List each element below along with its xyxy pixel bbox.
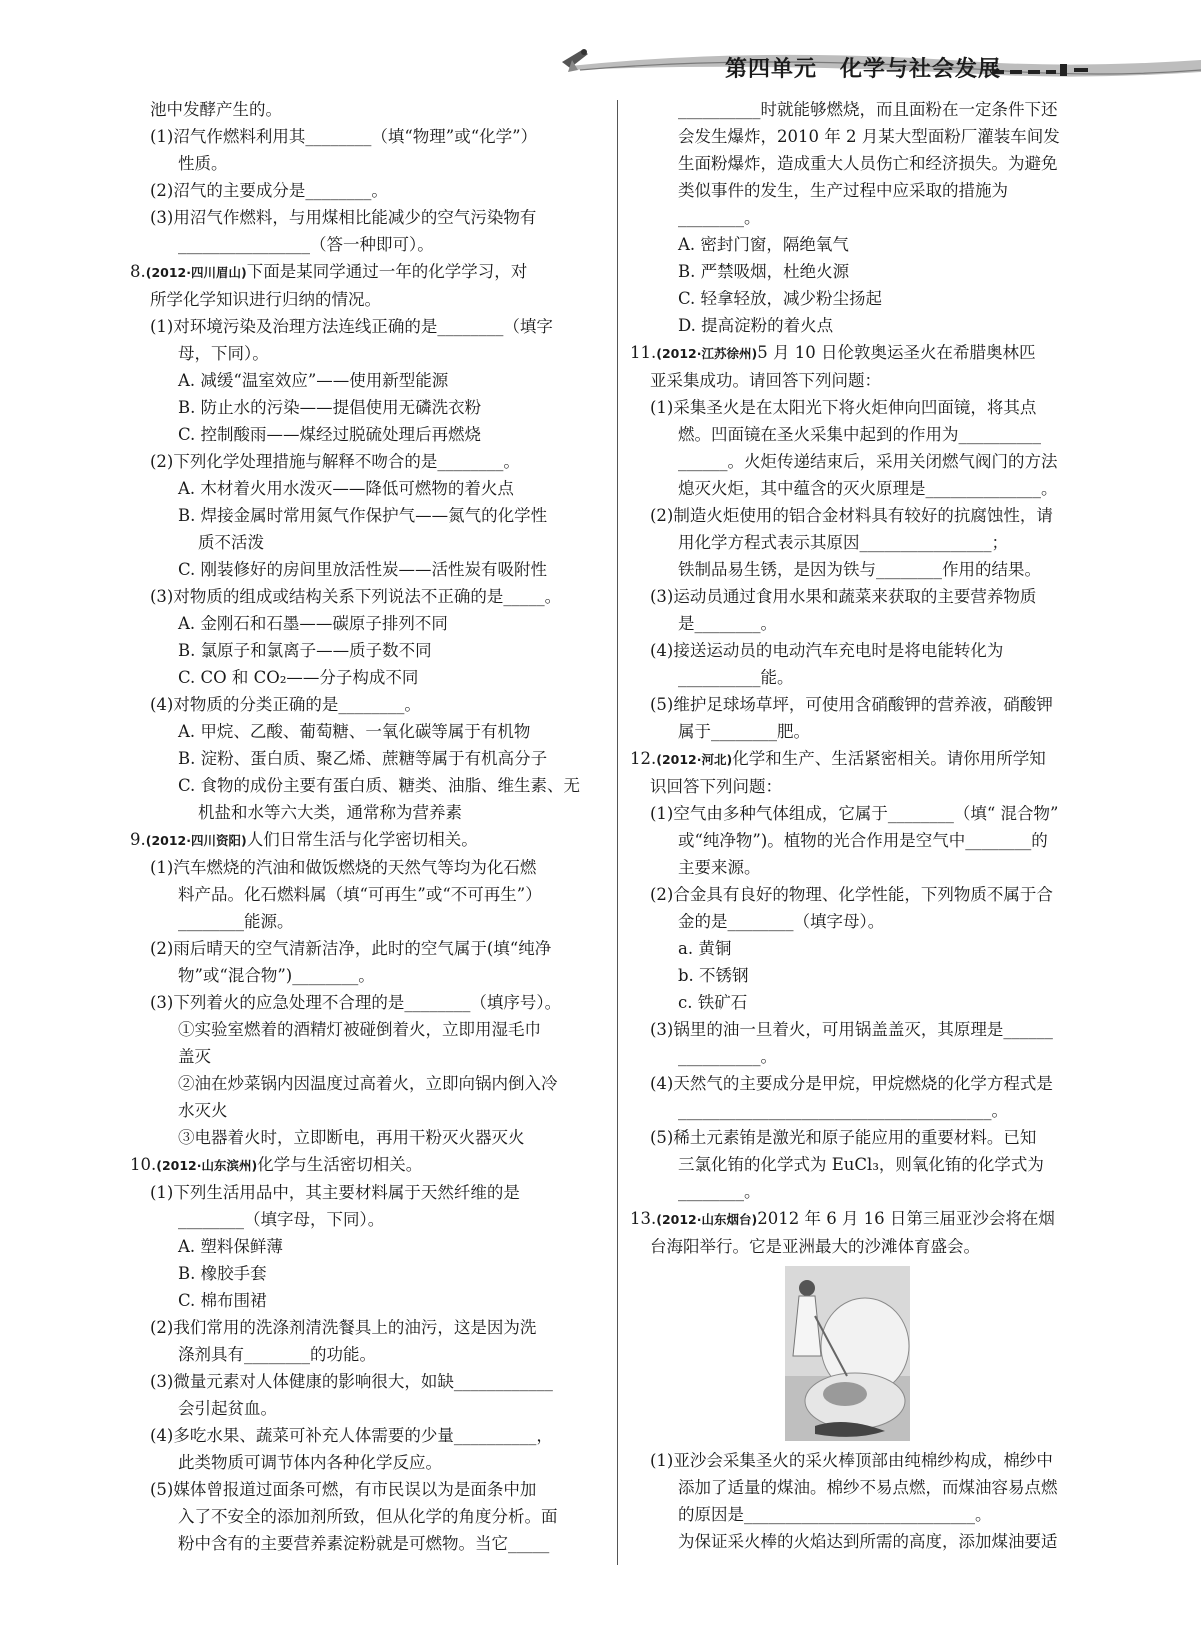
text-line [130, 745, 605, 772]
text-line [130, 529, 605, 556]
line-text: 是________。 [678, 614, 777, 633]
question-source: (2012·河北) [656, 752, 733, 767]
line-text: 5 月 10 日伦敦奥运圣火在希腊奥林匹 [757, 343, 1036, 362]
text-line [630, 1016, 1095, 1043]
column-divider [617, 100, 618, 1565]
line-text: ________（填字母，下同）。 [178, 1210, 385, 1229]
question-line [130, 258, 605, 286]
line-text: A. 塑料保鲜薄 [178, 1237, 283, 1256]
text-line [630, 1474, 1095, 1501]
line-text: 铁制品易生锈，是因为铁与________作用的结果。 [678, 560, 1041, 579]
text-line [130, 1070, 605, 1097]
line-text: (3)对物质的组成或结构关系下列说法不正确的是_____。 [150, 587, 562, 606]
line-text: 亚采集成功。请回答下列问题： [650, 371, 881, 390]
text-line [130, 1124, 605, 1151]
line-text: (4)多吃水果、蔬菜可补充人体需要的少量__________， [150, 1426, 553, 1445]
question-line [630, 1205, 1095, 1233]
text-line [130, 475, 605, 502]
right-column-top [630, 96, 1095, 1260]
text-line [130, 637, 605, 664]
line-text: C. CO 和 CO₂——分子构成不同 [178, 668, 419, 687]
text-line [130, 313, 605, 340]
text-line [630, 1447, 1095, 1474]
line-text: A. 减缓“温室效应”——使用新型能源 [178, 371, 449, 390]
right-column-bottom [630, 1447, 1095, 1555]
text-line [630, 583, 1095, 610]
question-number: 10. [130, 1155, 157, 1174]
text-line [130, 935, 605, 962]
line-text: (2)我们常用的洗涤剂清洗餐具上的油污，这是因为洗 [150, 1318, 537, 1337]
line-text: B. 焊接金属时常用氮气作保护气——氮气的化学性 [178, 506, 548, 525]
line-text: 质不活泼 [198, 533, 264, 552]
text-line [130, 367, 605, 394]
line-text: 下面是某同学通过一年的化学学习，对 [246, 262, 528, 281]
text-line [130, 1206, 605, 1233]
text-line [630, 231, 1095, 258]
right-column [630, 96, 1095, 1555]
text-line [630, 691, 1095, 718]
question-source: (2012·四川资阳) [145, 833, 247, 848]
question-line [630, 339, 1095, 367]
line-text: (5)媒体曾报道过面条可燃，有市民误以为是面条中加 [150, 1480, 537, 1499]
line-text: 识回答下列问题： [650, 777, 782, 796]
line-text: (1)对环境污染及治理方法连线正确的是________（填字 [150, 317, 553, 336]
question-line [130, 1151, 605, 1179]
line-text: ③电器着火时，立即断电，再用干粉灭火器灭火 [178, 1128, 525, 1147]
line-text: B. 防止水的污染——提倡使用无磷洗衣粉 [178, 398, 482, 417]
text-line [130, 1043, 605, 1070]
question-number: 8. [130, 262, 146, 281]
text-line [130, 123, 605, 150]
question-source: (2012·山东烟台) [656, 1212, 758, 1227]
text-line [130, 1016, 605, 1043]
text-line [630, 1097, 1095, 1124]
unit-title: 第四单元 化学与社会发展 [725, 57, 1002, 82]
text-line [630, 150, 1095, 177]
text-line [130, 854, 605, 881]
text-line [630, 827, 1095, 854]
line-text: B. 淀粉、蛋白质、聚乙烯、蔗糖等属于有机高分子 [178, 749, 548, 768]
line-text: (1)下列生活用品中，其主要材料属于天然纤维的是 [150, 1183, 520, 1202]
text-line [630, 962, 1095, 989]
line-text: (1)汽车燃烧的汽油和做饭燃烧的天然气等均为化石燃 [150, 858, 537, 877]
line-text: C. 棉布围裙 [178, 1291, 267, 1310]
text-line [630, 394, 1095, 421]
text-line [130, 1449, 605, 1476]
line-text: 金的是________（填字母）。 [678, 912, 885, 931]
line-text: 主要来源。 [678, 858, 761, 877]
text-line [630, 1528, 1095, 1555]
line-text: 类似事件的发生，生产过程中应采取的措施为 [678, 181, 1008, 200]
line-text: (5)稀土元素铕是激光和原子能应用的重要材料。已知 [650, 1128, 1037, 1147]
text-line [630, 773, 1095, 800]
text-line [630, 664, 1095, 691]
line-text: 所学化学知识进行归纳的情况。 [150, 290, 381, 309]
line-text: ②油在炒菜锅内因温度过高着火，立即向锅内倒入冷 [178, 1074, 558, 1093]
line-text: ________。 [678, 208, 761, 227]
line-text: ________。 [678, 1182, 761, 1201]
line-text: C. 刚装修好的房间里放活性炭——活性炭有吸附性 [178, 560, 548, 579]
text-line [630, 637, 1095, 664]
line-text: (3)下列着火的应急处理不合理的是________（填序号）。 [150, 993, 562, 1012]
text-line [130, 583, 605, 610]
line-text: 物”或“混合物”)________。 [178, 966, 375, 985]
line-text: 或“纯净物”)。植物的光合作用是空气中________的 [678, 831, 1048, 850]
text-line [130, 1179, 605, 1206]
question-line [630, 745, 1095, 773]
text-line [630, 96, 1095, 123]
text-line [130, 664, 605, 691]
text-line [130, 881, 605, 908]
line-text: (5)维护足球场草坪，可使用含硝酸钾的营养液，硝酸钾 [650, 695, 1053, 714]
text-line [630, 908, 1095, 935]
photo-illustration [785, 1266, 910, 1441]
text-line [630, 610, 1095, 637]
text-line [130, 799, 605, 826]
text-line [130, 177, 605, 204]
text-line [630, 1070, 1095, 1097]
question-number: 11. [630, 343, 657, 362]
text-line [630, 123, 1095, 150]
line-text: 用化学方程式表示其原因________________； [678, 533, 1008, 552]
line-text: b. 不锈钢 [678, 966, 749, 985]
line-text: 2012 年 6 月 16 日第三届亚沙会将在烟 [757, 1209, 1055, 1228]
line-text: 的原因是____________________________。 [678, 1505, 992, 1524]
line-text: ______________________________________。 [678, 1101, 1008, 1120]
line-text: (1)空气由多种气体组成，它属于________（填“ 混合物” [650, 804, 1059, 823]
text-line [630, 475, 1095, 502]
line-text: (1)亚沙会采集圣火的采火棒顶部由纯棉纱构成，棉纱中 [650, 1451, 1053, 1470]
text-line [130, 718, 605, 745]
text-line [630, 502, 1095, 529]
line-text: A. 木材着火用水泼灭——降低可燃物的着火点 [178, 479, 514, 498]
line-text: 生面粉爆炸，造成重大人员伤亡和经济损失。为避免 [678, 154, 1058, 173]
line-text: A. 金刚石和石墨——碳原子排列不同 [178, 614, 448, 633]
line-text: A. 密封门窗，隔绝氧气 [678, 235, 849, 254]
question-source: (2012·江苏徐州) [656, 346, 758, 361]
text-line [130, 691, 605, 718]
line-text: B. 氯原子和氯离子——质子数不同 [178, 641, 432, 660]
line-text: ______。火炬传递结束后，采用关闭燃气阀门的方法 [678, 452, 1058, 471]
question-number: 13. [630, 1209, 657, 1228]
line-text: C. 轻拿轻放，减少粉尘扬起 [678, 289, 883, 308]
line-text: 机盐和水等六大类，通常称为营养素 [198, 803, 462, 822]
line-text: (3)微量元素对人体健康的影响很大，如缺____________ [150, 1372, 553, 1391]
line-text: (1)采集圣火是在太阳光下将火炬伸向凹面镜，将其点 [650, 398, 1037, 417]
line-text: a. 黄铜 [678, 939, 732, 958]
line-text: 化学与生活密切相关。 [257, 1155, 423, 1174]
line-text: c. 铁矿石 [678, 993, 748, 1012]
text-line [130, 1233, 605, 1260]
line-text: 盖灭 [178, 1047, 211, 1066]
line-text: 化学和生产、生活紧密相关。请你用所学知 [732, 749, 1046, 768]
line-text: 水灭火 [178, 1101, 228, 1120]
line-text: 人们日常生活与化学密切相关。 [246, 830, 478, 849]
text-line [130, 1097, 605, 1124]
line-text: 此类物质可调节体内各种化学反应。 [178, 1453, 442, 1472]
text-line [630, 448, 1095, 475]
text-line [630, 800, 1095, 827]
text-line [630, 556, 1095, 583]
line-text: (1)沼气作燃料利用其________（填“物理”或“化学”） [150, 127, 538, 146]
line-text: 性质。 [178, 154, 228, 173]
text-line [130, 989, 605, 1016]
text-line [630, 881, 1095, 908]
line-text: 会发生爆炸，2010 年 2 月某大型面粉厂灌装车间发 [678, 127, 1060, 146]
text-line [630, 285, 1095, 312]
line-text: C. 控制酸雨——煤经过脱硫处理后再燃烧 [178, 425, 482, 444]
line-text: 属于________肥。 [678, 722, 810, 741]
line-text: (2)雨后晴天的空气清新洁净，此时的空气属于(填“纯净 [150, 939, 552, 958]
line-text: (4)天然气的主要成分是甲烷，甲烷燃烧的化学方程式是 [650, 1074, 1053, 1093]
text-line [130, 772, 605, 799]
text-line [130, 556, 605, 583]
line-text: (2)合金具有良好的物理、化学性能，下列物质不属于合 [650, 885, 1053, 904]
text-line [130, 1503, 605, 1530]
text-line [130, 1530, 605, 1557]
text-line [630, 1178, 1095, 1205]
text-line [130, 1395, 605, 1422]
line-text: __________能。 [678, 668, 794, 687]
line-text: __________时就能够燃烧，而且面粉在一定条件下还 [678, 100, 1058, 119]
line-text: A. 甲烷、乙酸、葡萄糖、一氧化碳等属于有机物 [178, 722, 531, 741]
text-line [130, 421, 605, 448]
line-text: B. 橡胶手套 [178, 1264, 267, 1283]
text-line [630, 1043, 1095, 1070]
line-text: D. 提高淀粉的着火点 [678, 316, 834, 335]
line-text: 涤剂具有________的功能。 [178, 1345, 376, 1364]
line-text: 母，下同）。 [178, 344, 269, 363]
text-line [630, 718, 1095, 745]
text-line [130, 1341, 605, 1368]
text-line [630, 204, 1095, 231]
text-line [130, 962, 605, 989]
text-line [630, 367, 1095, 394]
text-line [630, 989, 1095, 1016]
line-text: B. 严禁吸烟，杜绝火源 [678, 262, 850, 281]
text-line [130, 286, 605, 313]
line-text: (2)下列化学处理措施与解释不吻合的是________。 [150, 452, 520, 471]
text-line [630, 1124, 1095, 1151]
text-line [130, 502, 605, 529]
text-line [630, 1151, 1095, 1178]
text-line [630, 854, 1095, 881]
text-line [630, 935, 1095, 962]
question-line [130, 826, 605, 854]
line-text: 台海阳举行。它是亚洲最大的沙滩体育盛会。 [650, 1237, 980, 1256]
line-text: (4)接送运动员的电动汽车充电时是将电能转化为 [650, 641, 1004, 660]
text-line [630, 529, 1095, 556]
line-text: 池中发酵产生的。 [150, 100, 282, 119]
line-text: (4)对物质的分类正确的是________。 [150, 695, 421, 714]
line-text: ________________（答一种即可）。 [178, 235, 434, 254]
text-line [130, 1314, 605, 1341]
page-header [560, 40, 1201, 95]
text-line [130, 1476, 605, 1503]
text-line [130, 1422, 605, 1449]
line-text: (2)制造火炬使用的铝合金材料具有较好的抗腐蚀性，请 [650, 506, 1053, 525]
line-text: (2)沼气的主要成分是________。 [150, 181, 388, 200]
question-source: (2012·四川眉山) [145, 265, 247, 280]
text-line [630, 421, 1095, 448]
text-line [130, 231, 605, 258]
line-text: ________能源。 [178, 912, 294, 931]
text-line [130, 448, 605, 475]
text-line [630, 177, 1095, 204]
line-text: (3)用沼气作燃料，与用煤相比能减少的空气污染物有 [150, 208, 537, 227]
torch-lighting-photo [785, 1266, 910, 1441]
text-line [130, 1368, 605, 1395]
line-text: (3)运动员通过食用水果和蔬菜来获取的主要营养物质 [650, 587, 1037, 606]
text-line [130, 908, 605, 935]
line-text: 会引起贫血。 [178, 1399, 277, 1418]
line-text: __________。 [678, 1047, 777, 1066]
line-text: C. 食物的成份主要有蛋白质、糖类、油脂、维生素、无 [178, 776, 581, 795]
text-line [630, 312, 1095, 339]
text-line [130, 1287, 605, 1314]
line-text: (3)锅里的油一旦着火，可用锅盖盖灭，其原理是______ [650, 1020, 1053, 1039]
line-text: ①实验室燃着的酒精灯被碰倒着火，立即用湿毛巾 [178, 1020, 541, 1039]
text-line [130, 394, 605, 421]
question-number: 12. [630, 749, 657, 768]
text-line [130, 1260, 605, 1287]
line-text: 料产品。化石燃料属（填“可再生”或“不可再生”） [178, 885, 542, 904]
question-number: 9. [130, 830, 146, 849]
text-line [630, 1233, 1095, 1260]
line-text: 入了不安全的添加剂所致，但从化学的角度分析。面 [178, 1507, 558, 1526]
line-text: 粉中含有的主要营养素淀粉就是可燃物。当它_____ [178, 1534, 550, 1553]
text-line [130, 340, 605, 367]
text-line [130, 204, 605, 231]
left-column [130, 96, 605, 1557]
line-text: 三氯化铕的化学式为 EuCl₃，则氧化铕的化学式为 [678, 1155, 1044, 1174]
text-line [130, 610, 605, 637]
line-text: 燃。凹面镜在圣火采集中起到的作用为__________ [678, 425, 1041, 444]
line-text: 添加了适量的煤油。棉纱不易点燃，而煤油容易点燃 [678, 1478, 1058, 1497]
text-line [130, 96, 605, 123]
line-text: 熄灭火炬，其中蕴含的灭火原理是______________。 [678, 479, 1058, 498]
line-text: 为保证采火棒的火焰达到所需的高度，添加煤油要适 [678, 1532, 1058, 1551]
text-line [630, 1501, 1095, 1528]
text-line [130, 150, 605, 177]
question-source: (2012·山东滨州) [156, 1158, 258, 1173]
text-line [630, 258, 1095, 285]
